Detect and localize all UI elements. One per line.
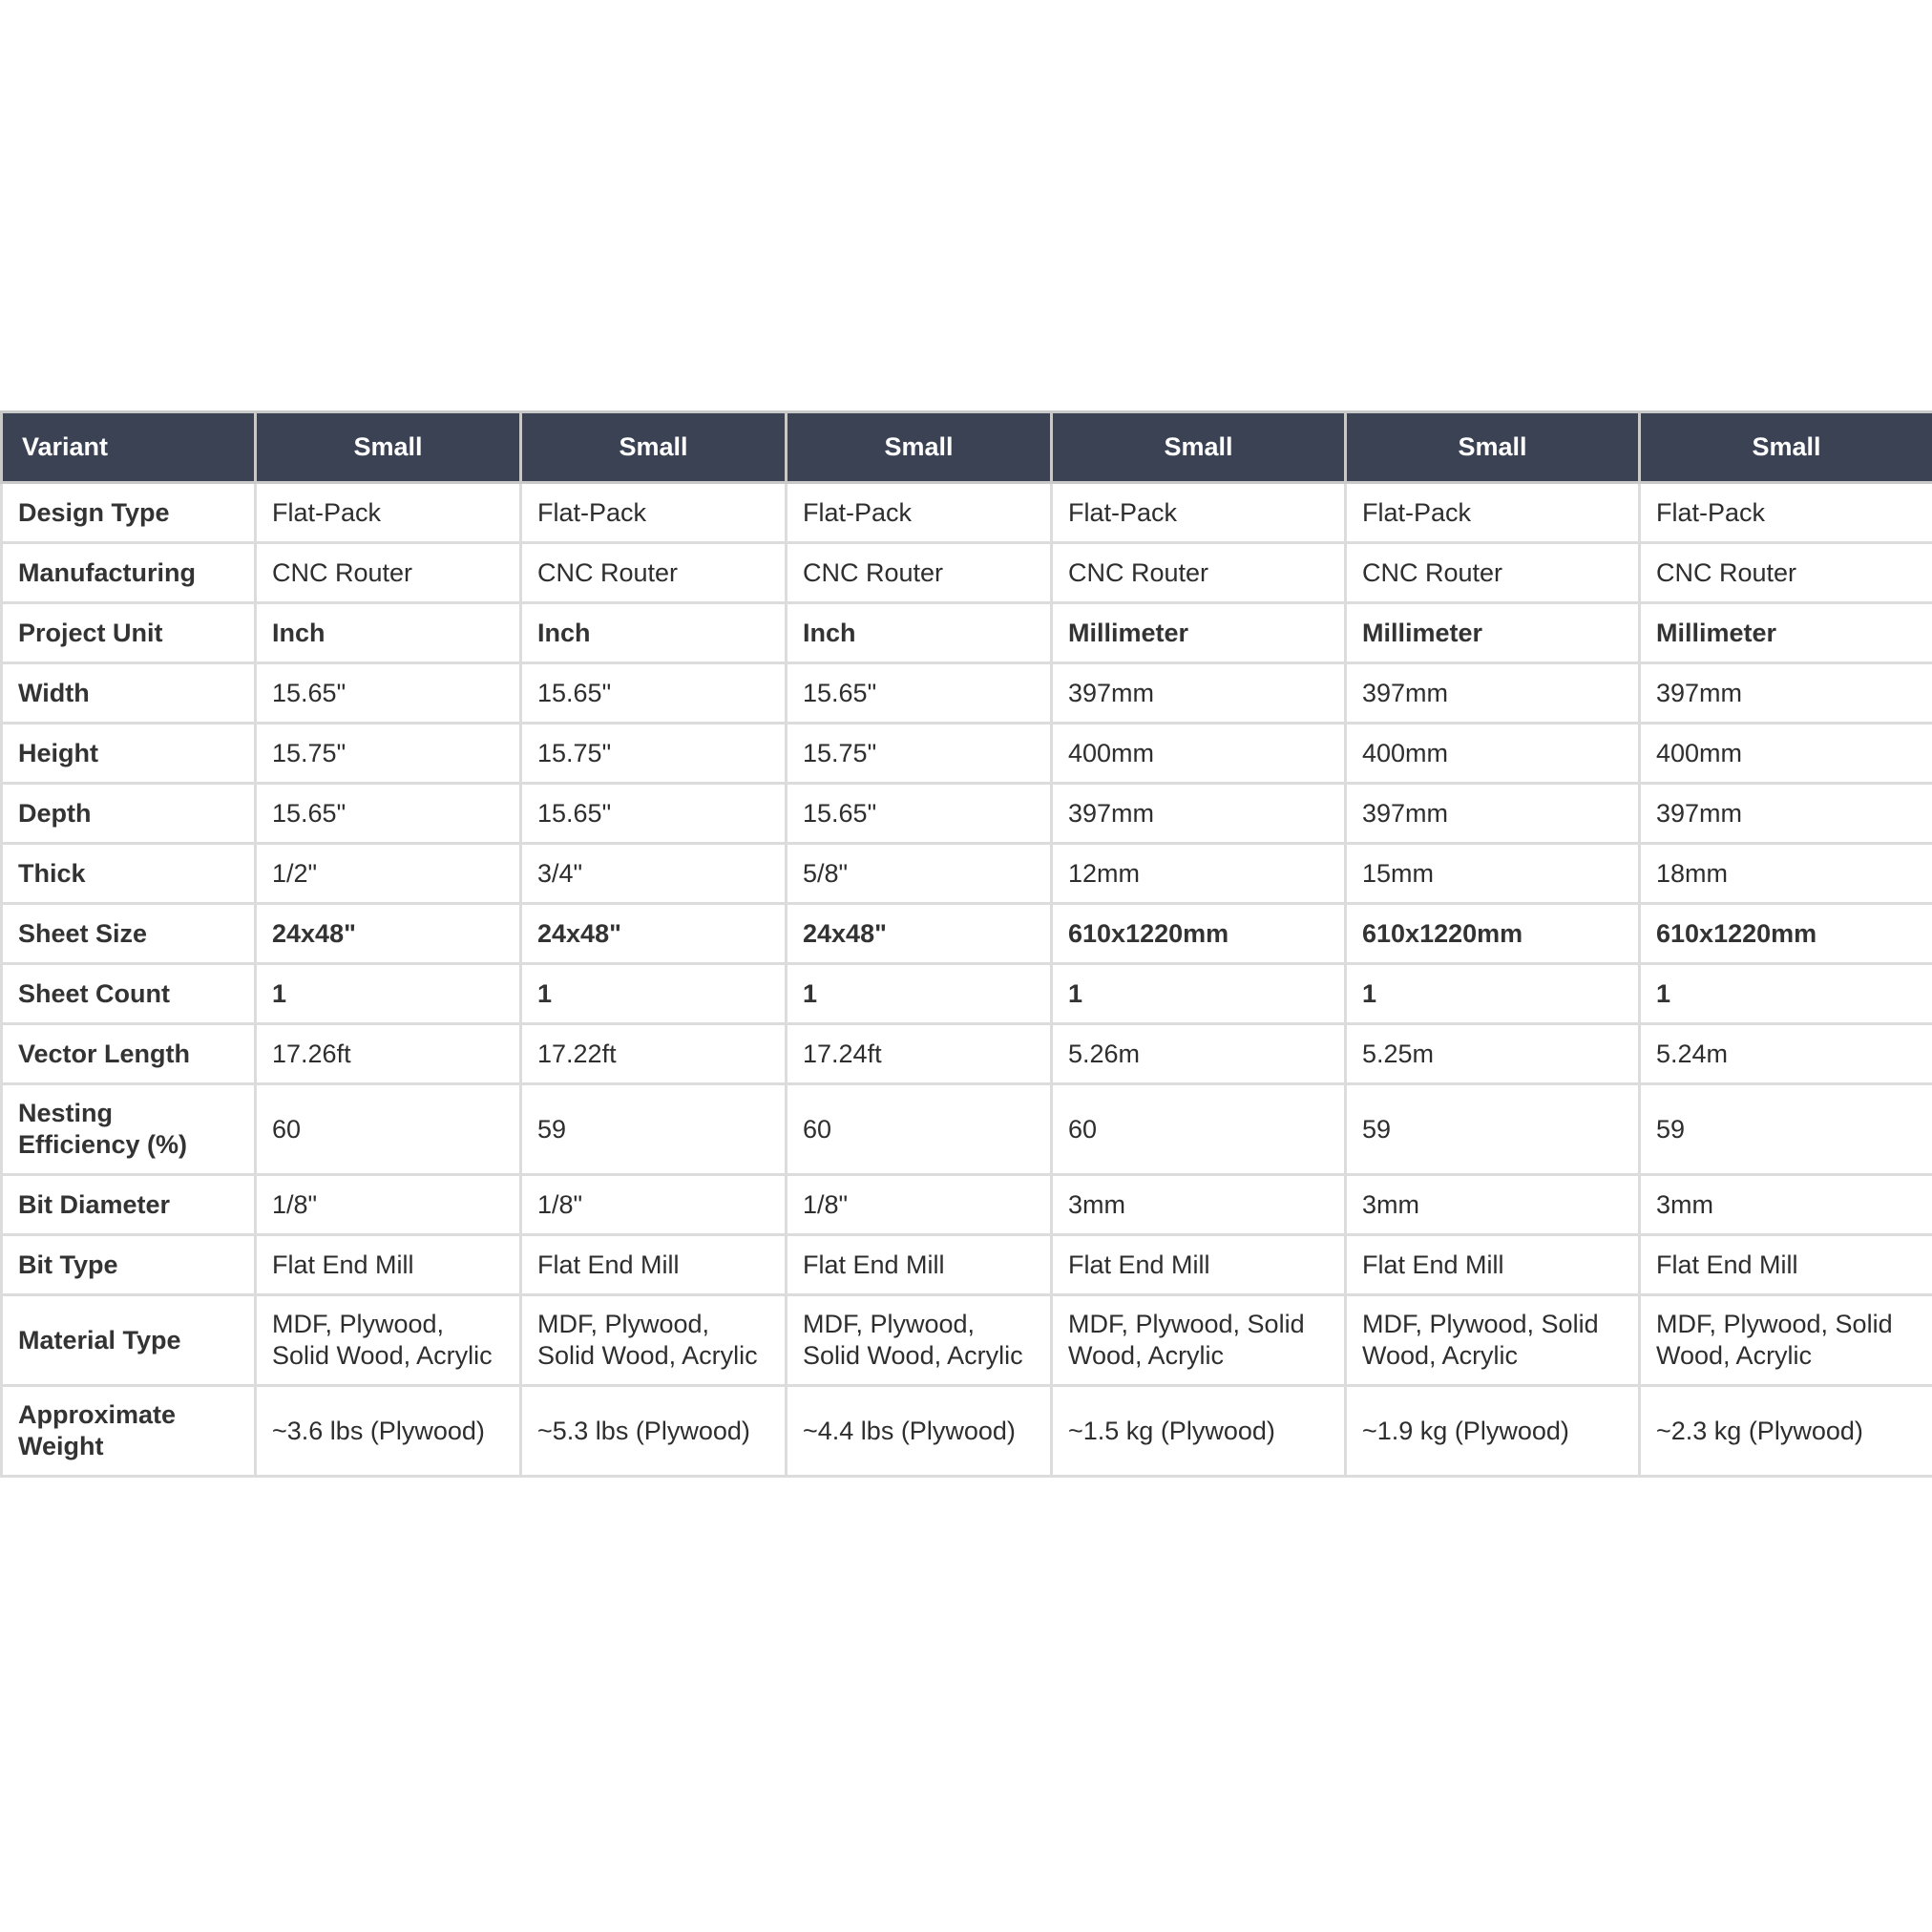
table-cell: 15.65"	[787, 784, 1052, 844]
table-cell: 15.75"	[787, 724, 1052, 784]
header-cell: Small	[256, 412, 521, 483]
table-row	[2, 1084, 1932, 1175]
table-cell: ~1.5 kg (Plywood)	[1052, 1386, 1346, 1477]
table-cell: 60	[256, 1084, 521, 1175]
table-row	[2, 663, 1932, 724]
table-cell: Millimeter	[1346, 603, 1640, 663]
table-cell: 397mm	[1052, 784, 1346, 844]
table-row	[2, 483, 1932, 543]
table-cell: 400mm	[1640, 724, 1932, 784]
table-row	[2, 844, 1932, 904]
table-row	[2, 1175, 1932, 1235]
row-label: Design Type	[2, 483, 256, 543]
table-cell: MDF, Plywood, Solid Wood, Acrylic	[521, 1295, 787, 1386]
table-cell: 5.24m	[1640, 1024, 1932, 1084]
table-cell: 610x1220mm	[1640, 904, 1932, 964]
table-cell: Flat-Pack	[1640, 483, 1932, 543]
table-cell: 5/8"	[787, 844, 1052, 904]
header-cell: Small	[787, 412, 1052, 483]
table-cell: 1	[1052, 964, 1346, 1024]
table-cell: Flat-Pack	[787, 483, 1052, 543]
table-cell: 397mm	[1346, 784, 1640, 844]
table-cell: 60	[787, 1084, 1052, 1175]
table-cell: Flat End Mill	[1640, 1235, 1932, 1295]
table-cell: 1	[521, 964, 787, 1024]
table-cell: CNC Router	[521, 543, 787, 603]
header-cell: Small	[1052, 412, 1346, 483]
table-cell: Inch	[787, 603, 1052, 663]
row-label: Height	[2, 724, 256, 784]
row-label: Approximate Weight	[2, 1386, 256, 1477]
table-cell: Flat-Pack	[1052, 483, 1346, 543]
header-cell-variant: Variant	[2, 412, 256, 483]
row-label: Nesting Efficiency (%)	[2, 1084, 256, 1175]
table-cell: 15.75"	[521, 724, 787, 784]
row-label: Vector Length	[2, 1024, 256, 1084]
table-cell: Flat-Pack	[521, 483, 787, 543]
row-label: Sheet Size	[2, 904, 256, 964]
table-cell: CNC Router	[1346, 543, 1640, 603]
table-cell: 24x48"	[787, 904, 1052, 964]
header-cell: Small	[1346, 412, 1640, 483]
table-cell: 12mm	[1052, 844, 1346, 904]
table-cell: 1	[1346, 964, 1640, 1024]
table-cell: 5.25m	[1346, 1024, 1640, 1084]
table-cell: 17.26ft	[256, 1024, 521, 1084]
table-cell: 15.65"	[787, 663, 1052, 724]
spec-table	[0, 410, 1932, 1478]
row-label: Material Type	[2, 1295, 256, 1386]
table-cell: MDF, Plywood, Solid Wood, Acrylic	[1640, 1295, 1932, 1386]
table-cell: ~3.6 lbs (Plywood)	[256, 1386, 521, 1477]
table-cell: Millimeter	[1640, 603, 1932, 663]
table-row	[2, 543, 1932, 603]
table-row	[2, 784, 1932, 844]
table-cell: 5.26m	[1052, 1024, 1346, 1084]
table-cell: 15.75"	[256, 724, 521, 784]
table-cell: 15.65"	[256, 784, 521, 844]
table-cell: ~1.9 kg (Plywood)	[1346, 1386, 1640, 1477]
table-cell: MDF, Plywood, Solid Wood, Acrylic	[256, 1295, 521, 1386]
table-cell: 59	[1640, 1084, 1932, 1175]
table-row	[2, 1024, 1932, 1084]
table-row	[2, 724, 1932, 784]
table-cell: ~2.3 kg (Plywood)	[1640, 1386, 1932, 1477]
row-label: Depth	[2, 784, 256, 844]
table-cell: CNC Router	[1640, 543, 1932, 603]
table-cell: Flat End Mill	[256, 1235, 521, 1295]
table-cell: 397mm	[1640, 663, 1932, 724]
table-cell: 1/2"	[256, 844, 521, 904]
table-cell: 1	[256, 964, 521, 1024]
table-cell: 17.24ft	[787, 1024, 1052, 1084]
table-cell: 3/4"	[521, 844, 787, 904]
table-cell: MDF, Plywood, Solid Wood, Acrylic	[787, 1295, 1052, 1386]
table-cell: 59	[1346, 1084, 1640, 1175]
table-cell: 397mm	[1640, 784, 1932, 844]
table-cell: 610x1220mm	[1346, 904, 1640, 964]
row-label: Thick	[2, 844, 256, 904]
table-cell: 397mm	[1052, 663, 1346, 724]
table-cell: 60	[1052, 1084, 1346, 1175]
table-cell: 3mm	[1640, 1175, 1932, 1235]
table-cell: Millimeter	[1052, 603, 1346, 663]
table-row	[2, 1295, 1932, 1386]
table-cell: 3mm	[1052, 1175, 1346, 1235]
table-cell: 18mm	[1640, 844, 1932, 904]
table-cell: 24x48"	[521, 904, 787, 964]
header-cell: Small	[521, 412, 787, 483]
table-cell: Inch	[521, 603, 787, 663]
table-cell: 59	[521, 1084, 787, 1175]
table-cell: 400mm	[1346, 724, 1640, 784]
table-cell: Flat End Mill	[787, 1235, 1052, 1295]
table-cell: 1	[1640, 964, 1932, 1024]
header-row	[2, 412, 1932, 483]
table-row	[2, 1235, 1932, 1295]
table-cell: 17.22ft	[521, 1024, 787, 1084]
table-cell: 24x48"	[256, 904, 521, 964]
table-cell: 1/8"	[521, 1175, 787, 1235]
table-cell: CNC Router	[1052, 543, 1346, 603]
table-cell: 15.65"	[256, 663, 521, 724]
table-cell: 15.65"	[521, 663, 787, 724]
table-row	[2, 904, 1932, 964]
row-label: Bit Diameter	[2, 1175, 256, 1235]
row-label: Manufacturing	[2, 543, 256, 603]
table-cell: Flat End Mill	[521, 1235, 787, 1295]
table-cell: Flat End Mill	[1346, 1235, 1640, 1295]
row-label: Width	[2, 663, 256, 724]
table-cell: Flat-Pack	[1346, 483, 1640, 543]
table-cell: MDF, Plywood, Solid Wood, Acrylic	[1052, 1295, 1346, 1386]
table-row	[2, 964, 1932, 1024]
table-cell: Flat-Pack	[256, 483, 521, 543]
table-cell: 397mm	[1346, 663, 1640, 724]
table-cell: ~4.4 lbs (Plywood)	[787, 1386, 1052, 1477]
header-cell: Small	[1640, 412, 1932, 483]
row-label: Project Unit	[2, 603, 256, 663]
table-cell: 15.65"	[521, 784, 787, 844]
row-label: Sheet Count	[2, 964, 256, 1024]
table-cell: CNC Router	[787, 543, 1052, 603]
table-cell: 400mm	[1052, 724, 1346, 784]
table-cell: 1/8"	[256, 1175, 521, 1235]
table-cell: 15mm	[1346, 844, 1640, 904]
table-row	[2, 1386, 1932, 1477]
table-cell: MDF, Plywood, Solid Wood, Acrylic	[1346, 1295, 1640, 1386]
table-cell: 1/8"	[787, 1175, 1052, 1235]
row-label: Bit Type	[2, 1235, 256, 1295]
table-cell: 3mm	[1346, 1175, 1640, 1235]
table-cell: ~5.3 lbs (Plywood)	[521, 1386, 787, 1477]
table-row	[2, 603, 1932, 663]
table-cell: Flat End Mill	[1052, 1235, 1346, 1295]
table-cell: 610x1220mm	[1052, 904, 1346, 964]
table-cell: Inch	[256, 603, 521, 663]
table-cell: 1	[787, 964, 1052, 1024]
table-cell: CNC Router	[256, 543, 521, 603]
